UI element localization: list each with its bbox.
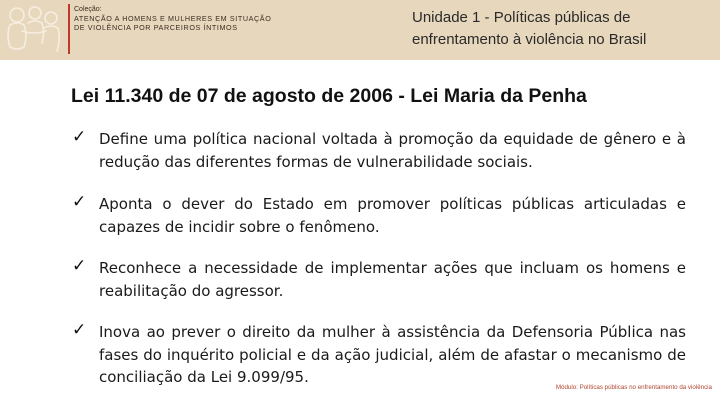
checkmark-icon: ✓ (72, 320, 87, 340)
list-item (72, 257, 686, 302)
unit-title: Unidade 1 - Políticas públicas de enfrentamento à violência no Brasil (412, 9, 647, 48)
collection-block (74, 5, 274, 33)
list-item-text: Inova ao prever o direito da mulher à assistência da Defensoria Pública nas fases do inquérito policial e da ação judicial, além de afastar o mecanismo de conciliação da Lei 9.099/95. (99, 323, 686, 386)
collection-name: ATENÇÃO A HOMENS E MULHERES EM SITUAÇÃO DE VIOLÊNCIA POR PARCEIROS ÍNTIMOS (74, 14, 272, 33)
checkmark-icon: ✓ (72, 127, 87, 147)
header-divider (68, 4, 70, 54)
footer-module: Módulo: Políticas públicas no enfrentamento da violência (555, 384, 712, 391)
header-banner (0, 0, 720, 60)
list-item (72, 321, 686, 389)
checkmark-icon: ✓ (72, 256, 87, 276)
collection-label: Coleção: (74, 6, 102, 13)
list-item-text: Aponta o dever do Estado em promover políticas públicas articuladas e capazes de incidir sobre o fenômeno. (99, 195, 686, 236)
list-item (72, 128, 686, 173)
list-item (72, 193, 686, 238)
list-item-text: Reconhece a necessidade de implementar ações que incluam os homens e reabilitação do agressor. (99, 259, 686, 300)
bullet-list (72, 128, 686, 389)
list-item-text: Define uma política nacional voltada à promoção da equidade de gênero e à redução das diferentes formas de vulnerabilidade sociais. (99, 130, 686, 171)
page-title: Lei 11.340 de 07 de agosto de 2006 - Lei Maria da Penha (71, 85, 587, 107)
checkmark-icon: ✓ (72, 192, 87, 212)
figures-logo-icon (2, 1, 64, 57)
